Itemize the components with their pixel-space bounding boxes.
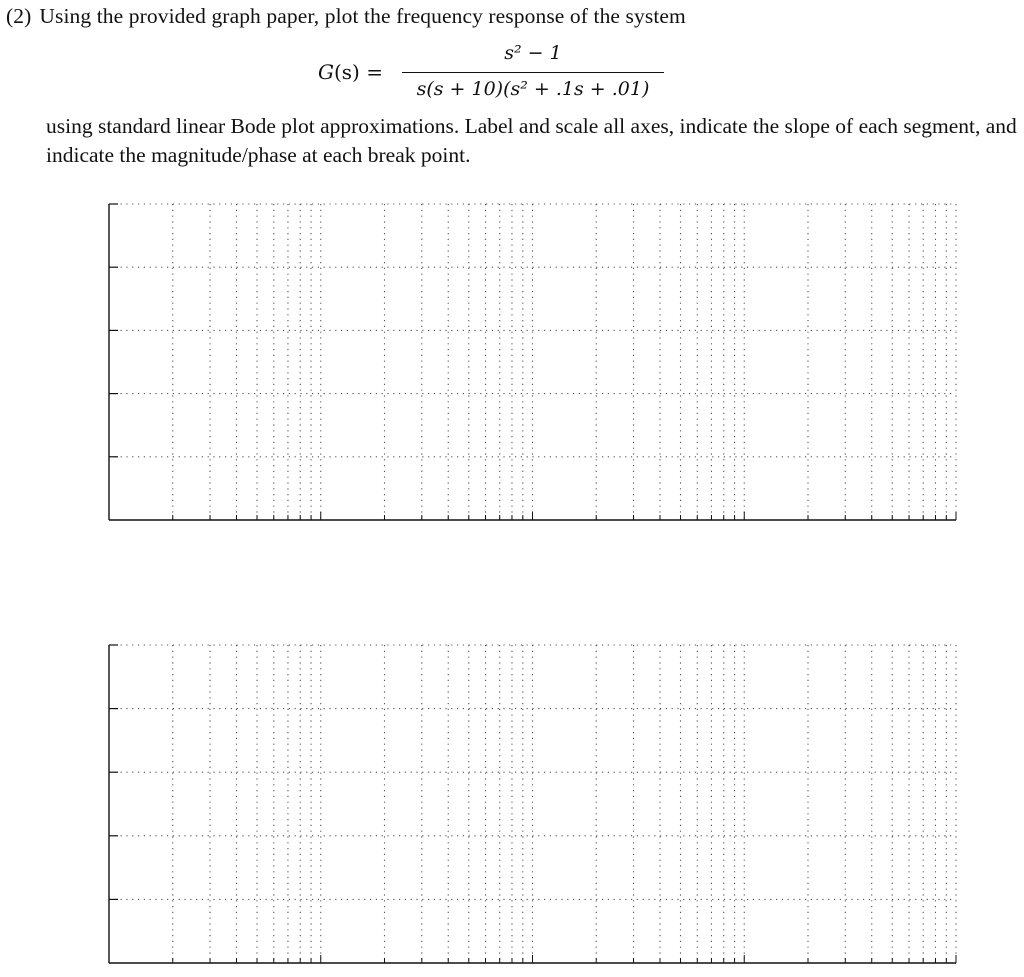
problem-lead-text: Using the provided graph paper, plot the frequency response of the system [39,4,686,28]
problem-statement [6,4,686,29]
equation-lhs-argument: (s) [333,60,360,84]
magnitude-graph-paper [100,196,970,526]
equation-numerator: s² − 1 [504,42,562,64]
instructions-text: using standard linear Bode plot approximations. Label and scale all axes, indicate the slope of each segment, and indicate the magnitude/phase at each break point. [46,114,1017,167]
fraction-bar [402,72,664,73]
equation-equals-sign: = [366,60,383,84]
magnitude-grid [100,196,970,526]
problem-number: (2) [6,4,32,28]
equation-lhs-function: G [318,60,334,84]
phase-grid [100,637,970,969]
equation-lhs [318,60,383,84]
equation-fraction [402,40,664,106]
phase-graph-paper [100,637,970,969]
equation-denominator: s(s + 10)(s² + .1s + .01) [416,78,650,100]
transfer-function-equation [318,40,678,106]
